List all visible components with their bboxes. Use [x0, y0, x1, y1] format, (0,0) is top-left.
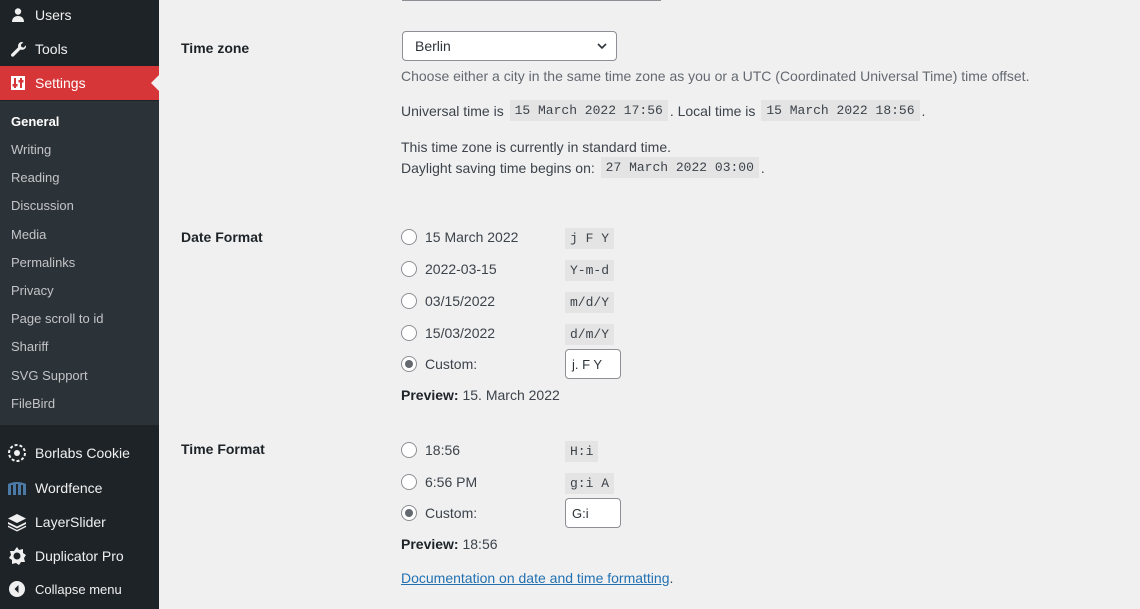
date-format-option-label[interactable]: 15 March 2022: [425, 229, 519, 245]
date-format-option-label[interactable]: 15/03/2022: [425, 325, 496, 341]
time-format-option-label[interactable]: 6:56 PM: [425, 474, 478, 490]
time-format-preview: [401, 536, 498, 552]
collapse-icon: [7, 579, 27, 599]
date-format-option-label[interactable]: 2022-03-15: [425, 261, 497, 277]
date-format-custom-input[interactable]: j. F Y: [565, 349, 621, 379]
date-format-preview: [401, 387, 560, 403]
submenu-item-shariff[interactable]: Shariff: [11, 339, 49, 354]
date-format-radio[interactable]: [401, 261, 417, 277]
preview-label: Preview:: [401, 536, 463, 552]
time-format-custom-label[interactable]: Custom:: [425, 505, 478, 521]
settings-submenu: [0, 101, 159, 425]
time-format-custom-radio[interactable]: [401, 505, 417, 521]
submenu-item-page-scroll-to-id[interactable]: Page scroll to id: [11, 311, 104, 326]
time-format-code: H:i: [565, 441, 598, 462]
timezone-select[interactable]: [402, 31, 617, 61]
date-preview-value: 15. March 2022: [462, 387, 560, 403]
time-format-custom-option: [401, 502, 589, 524]
submenu-item-reading[interactable]: Reading: [11, 170, 60, 185]
universal-time-value: 15 March 2022 17:56: [510, 100, 668, 121]
documentation-link[interactable]: Documentation on date and time formatting: [401, 570, 670, 586]
period: .: [921, 102, 926, 119]
local-time-value: 15 March 2022 18:56: [761, 100, 919, 121]
date-format-option: [401, 258, 610, 280]
menu-item-settings[interactable]: [0, 66, 159, 100]
period: .: [760, 159, 765, 176]
dst-time-value: 27 March 2022 03:00: [601, 157, 759, 178]
menu-item-tools[interactable]: [0, 32, 159, 66]
time-format-radio[interactable]: [401, 442, 417, 458]
date-format-radio[interactable]: [401, 293, 417, 309]
submenu-item-general[interactable]: General: [11, 114, 60, 129]
submenu-item-svg-support[interactable]: SVG Support: [11, 368, 88, 383]
universal-time-prefix: Universal time is: [401, 102, 504, 119]
documentation-link-line: [401, 570, 673, 586]
admin-sidebar: [0, 0, 159, 609]
menu-label: Settings: [35, 75, 86, 91]
wrench-icon: [8, 39, 28, 59]
timezone-selected-value: Berlin: [415, 38, 451, 54]
submenu-item-permalinks[interactable]: Permalinks: [11, 255, 76, 270]
menu-item-borlabs-cookie[interactable]: [0, 436, 159, 470]
menu-item-wordfence[interactable]: [0, 471, 159, 505]
settings-content: [159, 0, 1140, 609]
menu-item-duplicator-pro[interactable]: [0, 539, 159, 573]
date-format-radio[interactable]: [401, 229, 417, 245]
time-format-code: g:i A: [565, 473, 614, 494]
menu-item-users[interactable]: [0, 0, 159, 32]
borlabs-cookie-icon: [7, 443, 27, 463]
date-format-option: [401, 290, 610, 312]
menu-label: Collapse menu: [35, 581, 122, 597]
timezone-time-info: [401, 100, 925, 121]
time-format-option: [401, 439, 594, 461]
layerslider-icon: [7, 512, 27, 532]
menu-label: Tools: [35, 41, 68, 57]
previous-field-edge: [402, 0, 661, 1]
timezone-description: Choose either a city in the same time zone as you or a UTC (Coordinated Universal Time) time offset.: [401, 68, 1030, 84]
preview-label: Preview:: [401, 387, 463, 403]
timezone-label: Time zone: [181, 40, 250, 56]
submenu-item-discussion[interactable]: Discussion: [11, 198, 74, 213]
date-format-option: [401, 226, 610, 248]
chevron-down-icon: [596, 40, 608, 52]
time-format-label: Time Format: [181, 441, 265, 457]
date-format-radio[interactable]: [401, 325, 417, 341]
date-format-label: Date Format: [181, 229, 263, 245]
submenu-item-privacy[interactable]: Privacy: [11, 283, 54, 298]
local-time-prefix: . Local time is: [669, 102, 756, 119]
collapse-menu-button[interactable]: [0, 572, 159, 606]
date-format-custom-label[interactable]: Custom:: [425, 356, 478, 372]
duplicator-icon: [7, 546, 27, 566]
date-format-option: [401, 322, 610, 344]
users-icon: [8, 5, 28, 25]
date-format-code: j F Y: [565, 228, 614, 249]
date-format-code: Y-m-d: [565, 260, 614, 281]
standard-time-text: This time zone is currently in standard time.: [401, 139, 671, 155]
menu-label: Wordfence: [35, 480, 103, 496]
menu-label: Borlabs Cookie: [35, 445, 130, 461]
doc-link-suffix: .: [669, 570, 674, 586]
settings-icon: [8, 73, 28, 93]
time-format-radio[interactable]: [401, 474, 417, 490]
menu-label: LayerSlider: [35, 514, 106, 530]
menu-label: Users: [35, 7, 72, 23]
menu-label: Duplicator Pro: [35, 548, 124, 564]
time-format-custom-input[interactable]: G:i: [565, 498, 621, 528]
date-format-code: d/m/Y: [565, 324, 614, 345]
dst-prefix: Daylight saving time begins on:: [401, 159, 595, 176]
submenu-item-writing[interactable]: Writing: [11, 142, 52, 157]
submenu-item-media[interactable]: Media: [11, 227, 47, 242]
date-format-custom-option: [401, 353, 603, 375]
date-format-custom-radio[interactable]: [401, 356, 417, 372]
time-format-option: [401, 471, 610, 493]
date-format-code: m/d/Y: [565, 292, 614, 313]
time-preview-value: 18:56: [462, 536, 498, 552]
date-format-option-label[interactable]: 03/15/2022: [425, 293, 496, 309]
submenu-item-filebird[interactable]: FileBird: [11, 396, 56, 411]
wordfence-icon: [7, 478, 27, 498]
dst-info: [401, 157, 765, 178]
time-format-option-label[interactable]: 18:56: [425, 442, 461, 458]
menu-item-layerslider[interactable]: [0, 505, 159, 539]
